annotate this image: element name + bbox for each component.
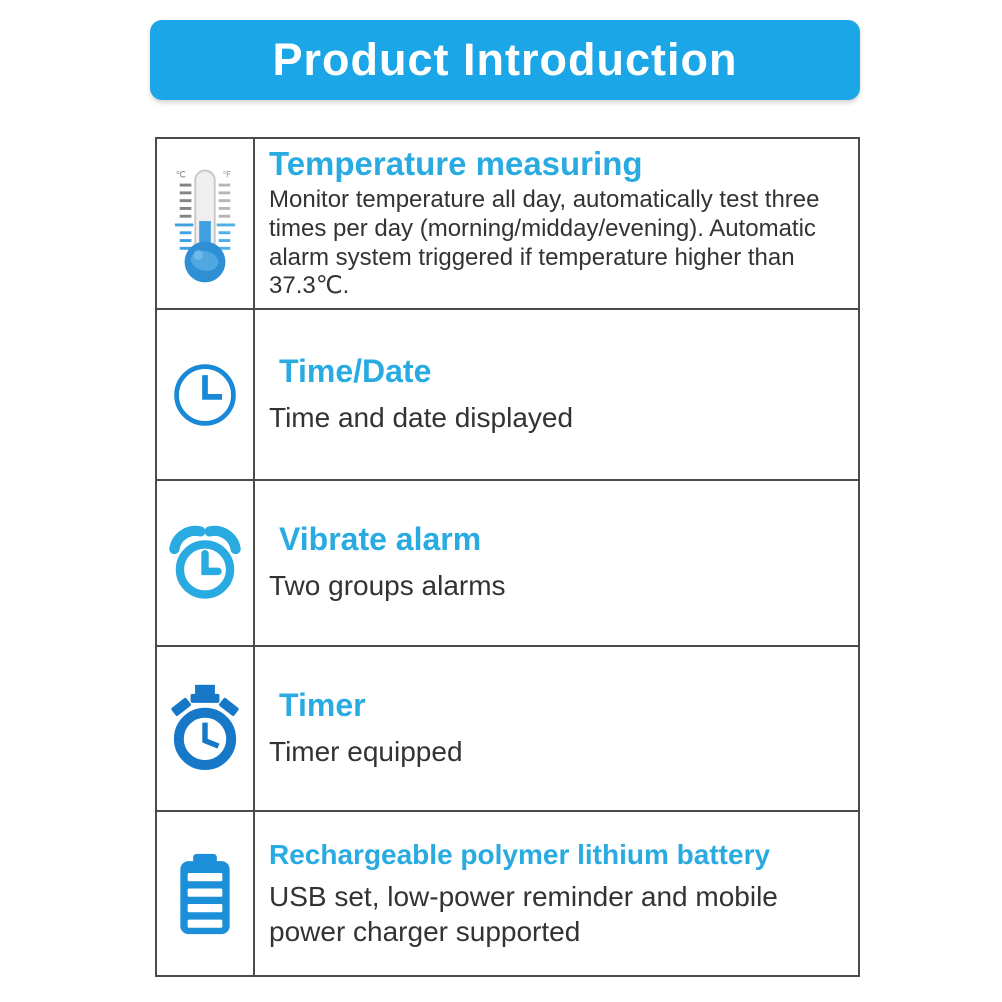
header-banner [150, 20, 860, 100]
stopwatch-icon [167, 683, 243, 775]
feature-table [155, 137, 860, 977]
alarm-clock-icon [166, 523, 244, 603]
feature-text [255, 310, 858, 479]
page-title: Product Introduction [272, 34, 738, 85]
feature-text [255, 812, 858, 975]
feature-text [255, 481, 858, 645]
feature-title: Vibrate alarm [279, 521, 482, 558]
feature-description: Timer equipped [269, 735, 463, 767]
feature-title: Time/Date [279, 352, 432, 389]
feature-description: Time and date displayed [269, 401, 574, 433]
feature-title: Timer [279, 686, 366, 723]
feature-text [255, 139, 858, 308]
feature-row-timer [157, 647, 858, 812]
feature-text [255, 647, 858, 810]
icon-cell [157, 139, 255, 308]
svg-text:℉: ℉ [222, 168, 231, 179]
feature-description: Two groups alarms [269, 570, 506, 602]
feature-description: USB set, low-power reminder and mobile power charger supported [269, 880, 778, 947]
thermometer-icon [169, 164, 241, 284]
icon-cell [157, 310, 255, 479]
feature-row-temperature [157, 139, 858, 310]
feature-row-time-date [157, 310, 858, 481]
clock-icon [169, 359, 241, 431]
feature-row-vibrate-alarm [157, 481, 858, 647]
svg-text:℃: ℃ [175, 168, 186, 179]
feature-description: Monitor temperature all day, automatically test three times per day (morning/midday/evening). Automatic alarm system triggered if temperature higher than 37.3℃. [269, 186, 820, 300]
icon-cell [157, 647, 255, 810]
battery-icon [173, 852, 237, 936]
feature-title: Rechargeable polymer lithium battery [269, 838, 771, 870]
icon-cell [157, 481, 255, 645]
icon-cell [157, 812, 255, 975]
feature-row-battery [157, 812, 858, 975]
feature-title: Temperature measuring [269, 145, 643, 182]
